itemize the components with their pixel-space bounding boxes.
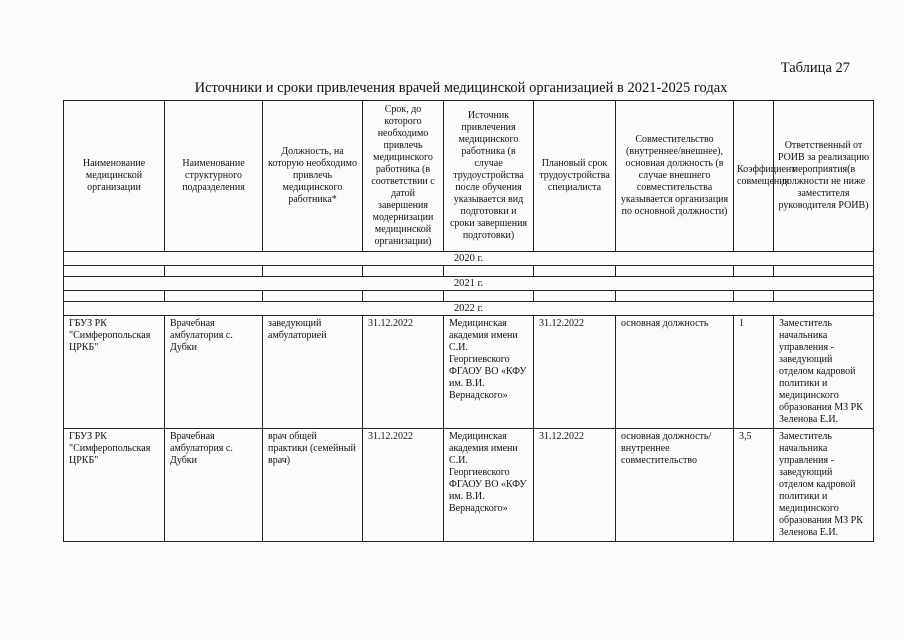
year-label: 2020 г. — [64, 252, 874, 266]
table-cell: 3,5 — [734, 429, 774, 542]
header-row — [64, 101, 874, 252]
table-cell: врач общей практики (семейный врач) — [263, 429, 363, 542]
year-row — [64, 302, 874, 316]
table-cell: Медицинская академия имени С.И. Георгиевского ФГАОУ ВО «КФУ им. В.И. Вернадского» — [444, 316, 534, 429]
table-cell: ГБУЗ РК "Симферопольская ЦРКБ" — [64, 429, 165, 542]
table-cell: основная должность — [616, 316, 734, 429]
year-row — [64, 277, 874, 291]
table-cell: Заместитель начальника управления - заведующий отделом кадровой политики и медицинского образования МЗ РК Зеленова Е.И. — [774, 429, 874, 542]
column-header-organization: Наименование медицинской организации — [64, 101, 165, 252]
column-header-position: Должность, на которую необходимо привлечь медицинского работника* — [263, 101, 363, 252]
table-cell: 31.12.2022 — [363, 429, 444, 542]
year-row — [64, 252, 874, 266]
document-title: Источники и сроки привлечения врачей медицинской организацией в 2021-2025 годах — [194, 80, 728, 96]
table-cell: основная должность/ внутреннее совместительство — [616, 429, 734, 542]
column-header-source: Источник привлечения медицинского работника (в случае трудоустройства после обучения указывается вид подготовки и сроки завершения подготовки) — [444, 101, 534, 252]
table-row — [64, 316, 874, 429]
year-label: 2021 г. — [64, 277, 874, 291]
empty-row — [64, 266, 874, 277]
column-header-planned-date: Плановый срок трудоустройства специалиста — [534, 101, 616, 252]
empty-row — [64, 291, 874, 302]
recruitment-table — [63, 100, 874, 542]
table-cell: Врачебная амбулатория с. Дубки — [165, 316, 263, 429]
column-header-responsible: Ответственный от РОИВ за реализацию мероприятия(в должности не ниже заместителя руководителя РОИВ) — [774, 101, 874, 252]
table-row — [64, 429, 874, 542]
table-cell: 31.12.2022 — [363, 316, 444, 429]
year-label: 2022 г. — [64, 302, 874, 316]
table-number: Таблица 27 — [780, 60, 850, 76]
table-cell: заведующий амбулаторией — [263, 316, 363, 429]
table-cell: ГБУЗ РК "Симферопольская ЦРКБ" — [64, 316, 165, 429]
table-cell: Медицинская академия имени С.И. Георгиевского ФГАОУ ВО «КФУ им. В.И. Вернадского» — [444, 429, 534, 542]
column-header-coefficient: Коэффициент совмещения — [734, 101, 774, 252]
table-cell: Заместитель начальника управления - заведующий отделом кадровой политики и медицинского образования МЗ РК Зеленова Е.И. — [774, 316, 874, 429]
table-cell: 31.12.2022 — [534, 316, 616, 429]
table-cell: 31.12.2022 — [534, 429, 616, 542]
table-cell: 1 — [734, 316, 774, 429]
column-header-department: Наименование структурного подразделения — [165, 101, 263, 252]
table-cell: Врачебная амбулатория с. Дубки — [165, 429, 263, 542]
column-header-deadline: Срок, до которого необходимо привлечь медицинского работника (в соответствии с датой завершения модернизации медицинской организации) — [363, 101, 444, 252]
column-header-combination: Совместительство (внутреннее/внешнее), основная должность (в случае внешнего совместительства указывается организация по основной должности) — [616, 101, 734, 252]
